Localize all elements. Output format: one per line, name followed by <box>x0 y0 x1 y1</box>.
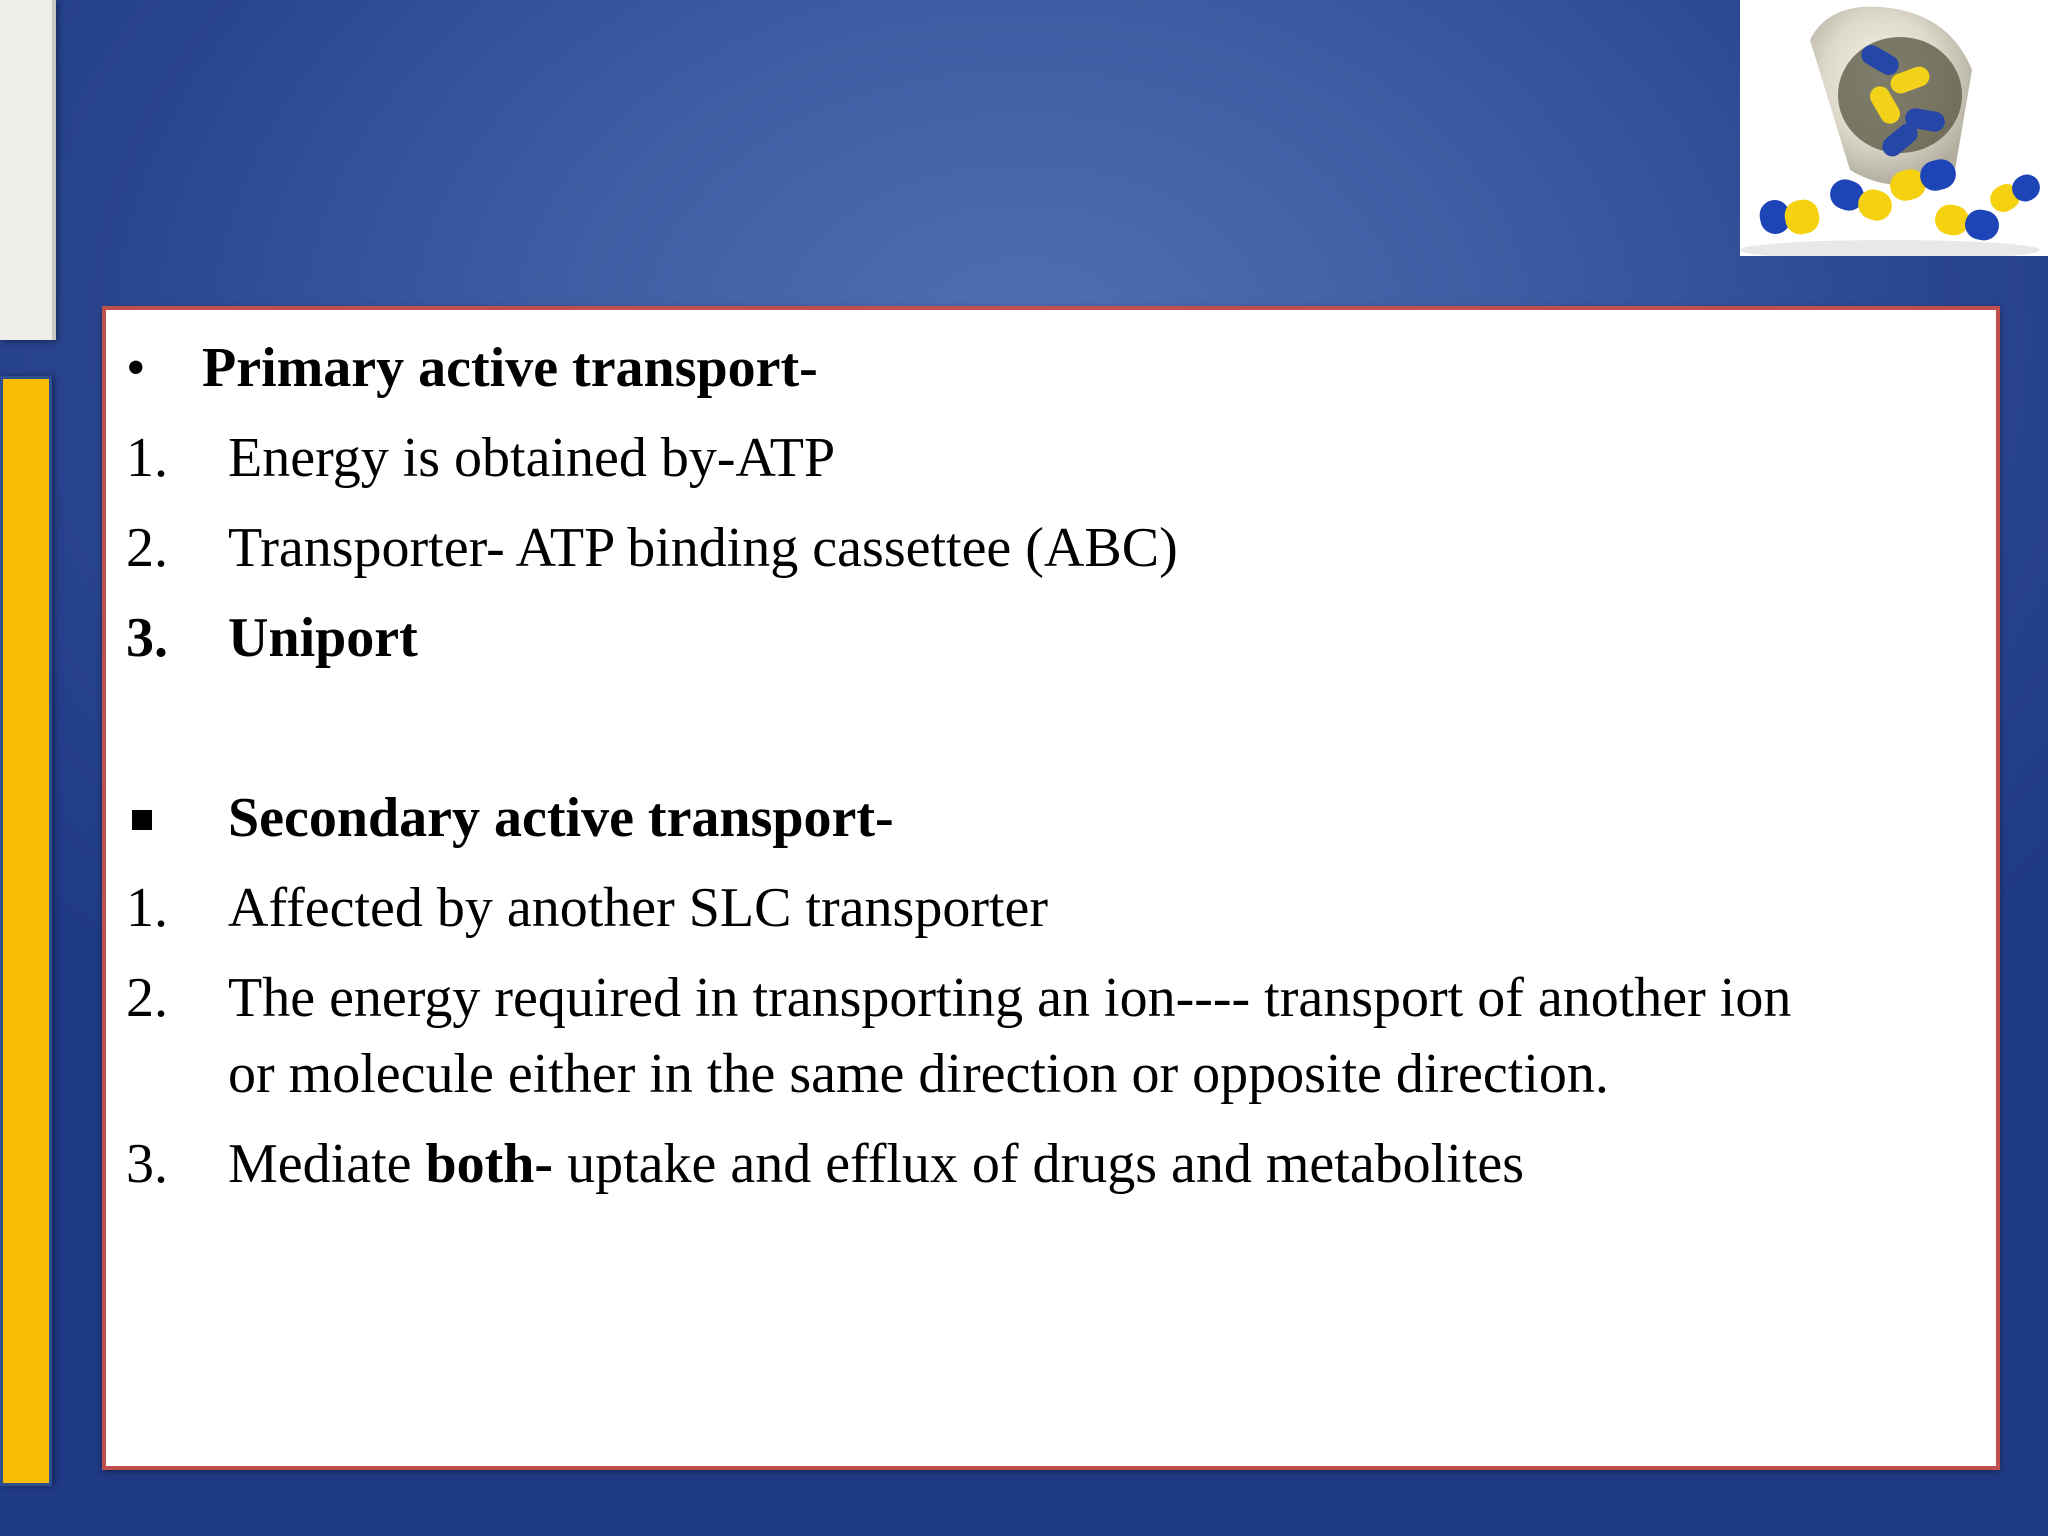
content-box <box>102 306 2000 1470</box>
list-item-text: Affected by another SLC transporter <box>228 877 1049 939</box>
primary-heading: Primary active transport- <box>202 337 818 399</box>
list-number: 2. <box>126 517 168 579</box>
pill-bottle-image <box>1740 0 2048 256</box>
text-segment: uptake and efflux of drugs and metabolites <box>553 1133 1524 1195</box>
list-number: 1. <box>126 427 168 489</box>
secondary-heading: Secondary active transport- <box>228 787 894 849</box>
list-item-text: The energy required in transporting an ion---- transport of another ion <box>228 967 1792 1029</box>
yellow-accent-bar <box>0 376 52 1486</box>
text-segment-bold: both- <box>425 1133 554 1195</box>
left-tab-decoration <box>0 0 56 340</box>
list-item-text: or molecule either in the same direction or opposite direction. <box>228 1043 1609 1105</box>
bullet-marker: • <box>126 337 146 399</box>
text-segment: Mediate <box>228 1133 426 1195</box>
list-item-text <box>228 1126 1524 1202</box>
square-bullet-icon <box>132 810 152 830</box>
list-number: 1. <box>126 877 168 939</box>
list-number: 2. <box>126 967 168 1029</box>
list-item-text: Uniport <box>228 607 418 669</box>
list-item-text: Transporter- ATP binding cassettee (ABC) <box>228 517 1178 579</box>
list-number: 3. <box>126 1133 168 1195</box>
list-number: 3. <box>126 607 168 669</box>
list-item-text: Energy is obtained by-ATP <box>228 427 836 489</box>
